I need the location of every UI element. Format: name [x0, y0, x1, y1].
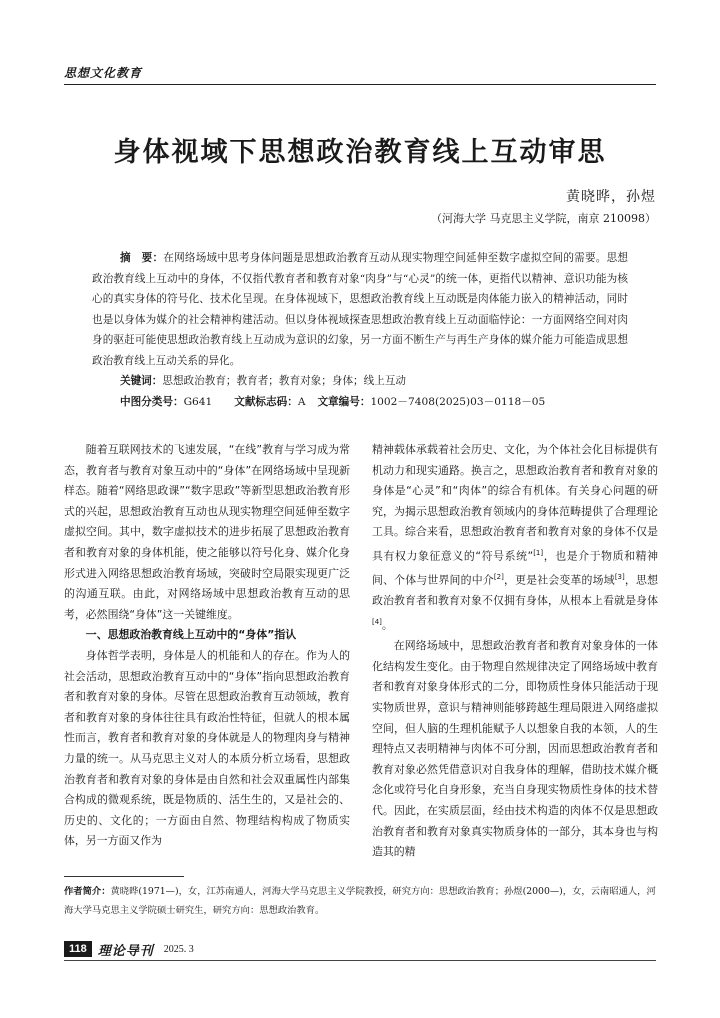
journal-name: 理论导刊 [97, 943, 154, 959]
text-run: 。 [381, 618, 393, 632]
article-title: 身体视域下思想政治教育线上互动审思 [113, 137, 607, 168]
footer-divider [64, 960, 656, 961]
doc-code-label: 文献标志码： [234, 395, 298, 408]
body-column-left [64, 440, 350, 852]
body-column-right [372, 440, 658, 863]
citation-ref[interactable]: [2] [493, 573, 504, 582]
page-number: 118 [64, 941, 92, 957]
keywords [92, 371, 628, 392]
issue-date: 2025. 3 [163, 943, 194, 955]
body-paragraph: 随着互联网技术的飞速发展，“在线”教育与学习成为常态，教育者与教育对象互动中的“身体”在网络场域中呈现新样态。随着“网络思政课”“数字思政”等新型思想政治教育形式的兴起，思想政治教育互动也从现实物理空间延伸至数字虚拟空间。其中，数字虚拟技术的进步拓展了思想政治教育者和教育对象的身体机能，使之能够以符号化身、媒介化身形式进入网络思想政治教育场域，突破时空局限实现更广泛的沟通互联。由此，对网络场域中思想政治教育互动的思考，必然围绕“身体”这一关键维度。 [64, 443, 350, 621]
article-no-label: 文章编号： [317, 395, 371, 408]
text-run: ，更是社会变革的场域 [503, 573, 615, 587]
footnote-label: 作者简介： [64, 886, 111, 897]
header-divider [64, 84, 656, 85]
section-heading: 一、思想政治教育线上互动中的“身体”指认 [85, 628, 297, 642]
doc-code-value: A [297, 395, 306, 408]
body-paragraph: 身体哲学表明，身体是人的机能和人的存在。作为人的社会活动，思想政治教育互动中的“身体”指向思想政治教育者和教育对象的身体。尽管在思想政治教育互动领域，教育者和教育对象的身体往往具有政治性特征，但就人的根本属性而言，教育者和教育对象的身体就是人的物理肉身与精神力量的统一。从马克思主义对人的本质分析立场看，思想政治教育者和教育对象的身体是由自然和社会双重属性内部集合构成的微观系统，既是物质的、活生生的，又是社会的、历史的、文化的；一方面由自然、物理结构构成了物质实体，另一方面又作为 [64, 648, 350, 848]
authors: 黄晓晔，孙煜 [566, 189, 656, 205]
abstract-text: 在网络场域中思考身体问题是思想政治教育互动从现实物理空间延伸至数字虚拟空间的需要。思想政治教育线上互动中的身体，不仅指代教育者和教育对象“肉身”与“心灵”的统一体，更指代以精神、意识功能为核心的真实身体的符号化、技术化呈现。在身体视域下，思想政治教育线上互动既是肉体能力嵌入的精神活动，同时也是以身体为媒介的社会精神构建活动。但以身体视域探查思想政治教育线上互动面临悖论：一方面网络空间对肉身的驱赶可能使思想政治教育线上互动成为意识的幻象，另一方面不断生产与再生产身体的媒介能力可能造成思想政治教育线上互动关系的异化。 [92, 252, 629, 367]
article-no-value: 1002－7408(2025)03－0118－05 [370, 395, 546, 408]
text-run: ，思想政治教育者和教育对象不仅拥有身体，从根本上看就是身体 [372, 573, 658, 608]
body-paragraph [372, 440, 658, 636]
author-footnote [64, 882, 656, 920]
body-paragraph: 在网络场域中，思想政治教育者和教育对象身体的一体化结构发生变化。由于物理自然规律决定了网络场域中教育者和教育对象身体形式的二分，即物质性身体只能活动于现实物质世界，意识与精神则能够跨越生理局限进入网络虚拟空间，但人脑的生理机能赋予人以想象自我的本领，人的生理特点又表明精神与肉体不可分割，因而思想政治教育者和教育对象必然凭借意识对自我身体的理解，借助技术媒介概念化或符号化自身形象，充当自身现实物质性身体的技术替代。因此，在实质层面，经由技术构造的肉体不仅是思想政治教育者和教育对象真实物质身体的一部分，其本身也与构造其的精 [372, 639, 658, 859]
keywords-label: 关键词： [120, 375, 163, 387]
footnote-text: 黄晓晔(1971—)，女，江苏南通人，河海大学马克思主义学院教授，研究方向：思想政治教育；孙煜(2000—)，女，云南昭通人，河海大学马克思主义学院硕士研究生，研究方向：思想政治教育。 [64, 886, 656, 916]
clc-value: G641 [183, 395, 213, 408]
text-run: ，也是介于物质和精神间、个体与世界间的中介 [372, 549, 658, 587]
citation-ref[interactable]: [3] [614, 573, 625, 582]
abstract-label: 摘 要： [120, 252, 164, 264]
keywords-text: 思想政治教育；教育者；教育对象；身体；线上互动 [162, 375, 407, 387]
running-header-section: 思想文化教育 [64, 66, 143, 80]
affiliation: （河海大学 马克思主义学院，南京 210098） [431, 212, 656, 225]
page-footer [64, 938, 194, 960]
clc-label: 中图分类号： [120, 395, 184, 408]
abstract [92, 248, 628, 371]
footnote-divider [64, 876, 184, 877]
citation-ref[interactable]: [1] [533, 548, 544, 557]
classification-line [92, 392, 628, 413]
text-run: 精神载体承载着社会历史、文化，为个体社会化目标提供有机动力和现实通路。换言之，思想政治教育者和教育对象的身体是“心灵”和“肉体”的综合有机体。有关身心问题的研究，为揭示思想政治教育领域内的身体范畴提供了合理理论工具。综合来看，思想政治教育者和教育对象的身体不仅是具有权力象征意义的“符号系统” [372, 443, 658, 563]
abstract-block [92, 248, 628, 412]
citation-ref[interactable]: [4] [372, 618, 382, 626]
